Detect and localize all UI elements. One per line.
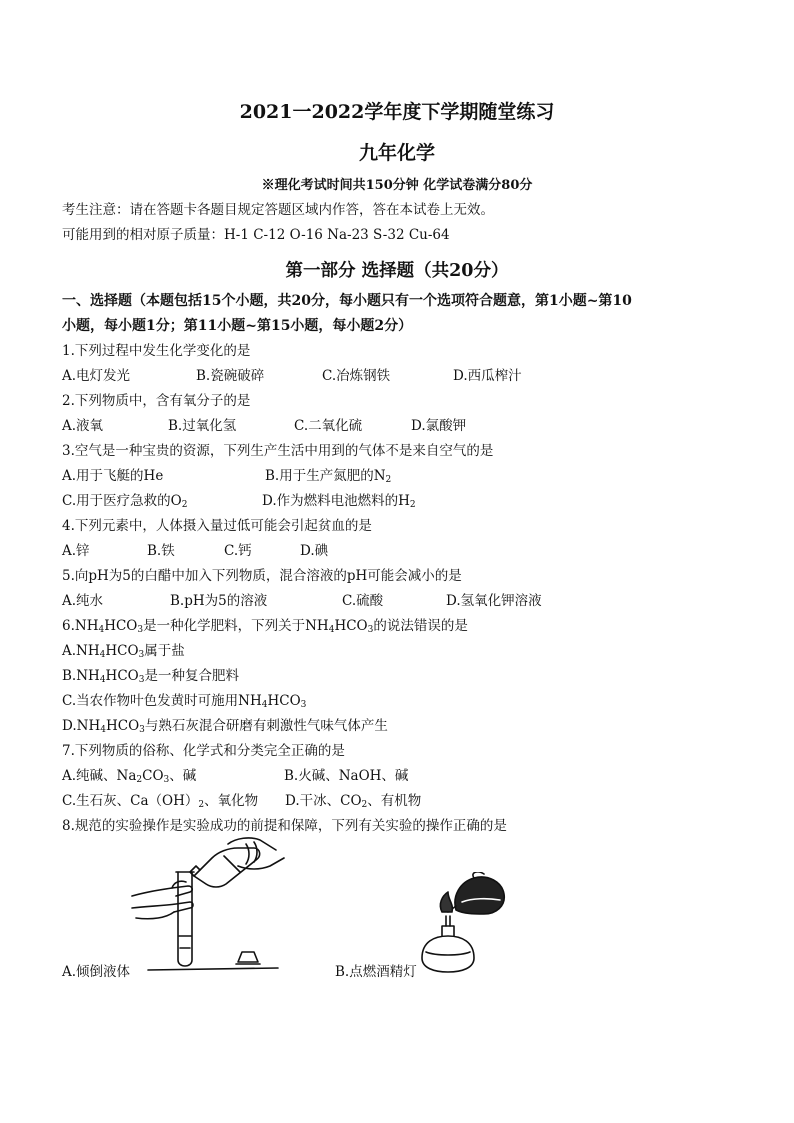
q4-option-a: A.锌 — [62, 543, 90, 559]
q6-option-c: C.当农作物叶色发黄时可施用$NH_4HCO_3$ — [62, 693, 307, 710]
q7-option-c: C.生石灰、$Ca(OH)_2$、氧化物 — [62, 793, 259, 810]
q1-option-c: C.冶炼钢铁 — [322, 368, 391, 384]
q5-option-a: A.纯水 — [62, 593, 104, 609]
q2-option-b: B.过氧化氢 — [168, 418, 237, 434]
q3-option-c: C.用于医疗急救的$O_2$ — [62, 493, 188, 510]
q8-option-a: A.倾倒液体 — [62, 964, 131, 980]
q5-option-b: B.pH为5的溶液 — [170, 593, 268, 609]
q6-option-a: $A.NH_4HCO_3$属于盐 — [62, 643, 185, 660]
q1-stem: 1.下列过程中发生化学变化的是 — [62, 343, 251, 359]
q7-option-a: A.纯碱、$Na_2CO_3$、碱 — [62, 768, 197, 785]
pouring-liquid-figure — [128, 836, 288, 976]
q3-option-b: B.用于生产氮肥的$N_2$ — [265, 468, 392, 485]
q4-option-d: D.碘 — [300, 543, 329, 559]
q5-option-c: C.硫酸 — [342, 593, 384, 609]
alcohol-lamp-figure — [412, 872, 512, 978]
section-instruction-2: 小题，每小题1分；第11小题~第15小题，每小题2分） — [62, 318, 413, 334]
exam-subject: 九年化学 — [358, 142, 435, 164]
q6-option-d: $D.NH_4HCO_3$与熟石灰混合研磨有刺激性气味气体产生 — [62, 718, 388, 735]
q4-option-c: C.钙 — [224, 543, 252, 559]
exam-info: ※理化考试时间共150分钟 化学试卷满分80分 — [261, 178, 533, 193]
q6-stem: $6.NH_4HCO_3$是一种化学肥料，下列关于$NH_4HCO_3$的说法错误的是 — [62, 618, 468, 635]
q2-stem: 2.下列物质中，含有氧分子的是 — [62, 393, 251, 409]
section-instruction-1: 一、选择题（本题包括15个小题，共20分，每小题只有一个选项符合题意，第1小题~第10 — [62, 293, 632, 309]
q2-option-d: D.氯酸钾 — [411, 418, 467, 434]
atomic-masses: 可能用到的相对原子质量：H-1 C-12 O-16 Na-23 S-32 Cu-64 — [62, 227, 450, 243]
q5-option-d: D.氢氧化钾溶液 — [446, 593, 542, 609]
q3-option-d: D.作为燃料电池燃料的$H_2$ — [262, 493, 416, 510]
q1-option-a: A.电灯发光 — [62, 368, 131, 384]
q4-stem: 4.下列元素中，人体摄入量过低可能会引起贫血的是 — [62, 518, 372, 534]
q5-stem: 5.向pH为5的白醋中加入下列物质，混合溶液的pH可能会减小的是 — [62, 568, 462, 584]
q2-option-a: A.液氧 — [62, 418, 104, 434]
q7-stem: 7.下列物质的俗称、化学式和分类完全正确的是 — [62, 743, 345, 759]
q8-option-b: B.点燃酒精灯 — [335, 964, 417, 980]
q7-option-d: D.干冰、$CO_2$、有机物 — [285, 793, 422, 810]
q7-option-b: B.火碱、NaOH、碱 — [284, 768, 409, 784]
q3-option-a: A.用于飞艇的He — [62, 468, 164, 484]
q8-stem: 8.规范的实验操作是实验成功的前提和保障，下列有关实验的操作正确的是 — [62, 818, 507, 834]
q2-option-c: C.二氧化硫 — [294, 418, 363, 434]
q1-option-d: D.西瓜榨汁 — [453, 368, 522, 384]
q3-stem: 3.空气是一种宝贵的资源，下列生产生活中用到的气体不是来自空气的是 — [62, 443, 494, 459]
notice: 考生注意：请在答题卡各题目规定答题区域内作答，答在本试卷上无效。 — [62, 202, 494, 218]
q1-option-b: B.瓷碗破碎 — [196, 368, 265, 384]
exam-title: 2021一2022学年度下学期随堂练习 — [239, 101, 555, 123]
section-title: 第一部分 选择题（共20分） — [285, 261, 509, 281]
q4-option-b: B.铁 — [147, 543, 175, 559]
q6-option-b: $B.NH_4HCO_3$是一种复合肥料 — [62, 668, 239, 685]
